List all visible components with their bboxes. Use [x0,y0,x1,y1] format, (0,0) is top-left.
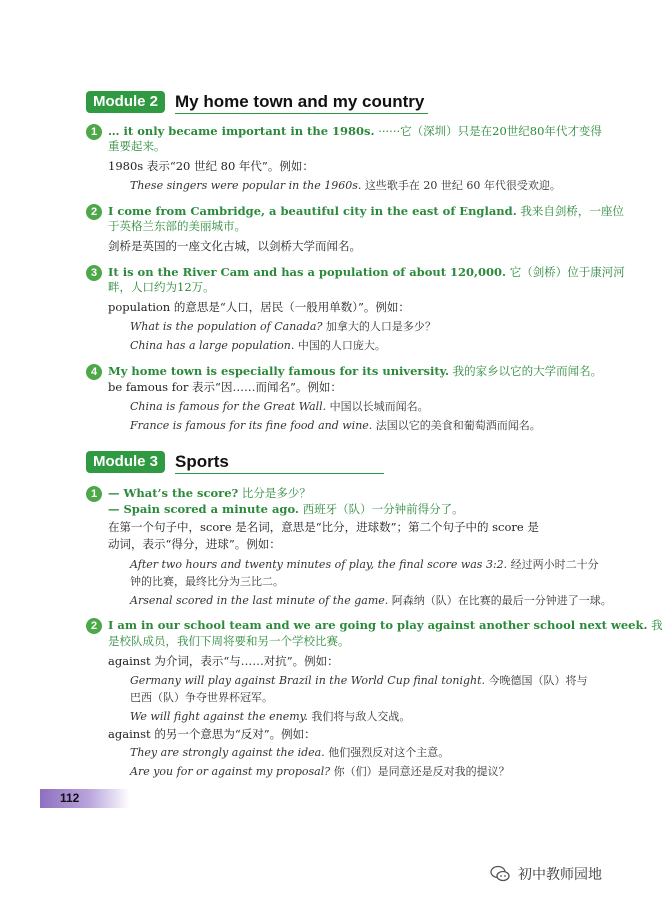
m3-item1-answer [108,502,464,517]
m3-item2-sentence [108,618,663,633]
example-en: China has a large population. [130,339,295,352]
chinese-text: 我来自剑桥，一座位 [516,204,624,218]
m2-item2-sentence-cont: 于英格兰东部的美丽城市。 [108,219,246,233]
module-3-title: Sports [175,451,384,474]
m3-item2-note1: against 为介词，表示“与……对抗”。例如： [108,654,339,668]
m3-item1-example1-cont: 钟的比赛，最终比分为三比二。 [130,575,284,588]
item-number: 1 [86,124,102,140]
m3-item2-note2: against 的另一个意思为“反对”。例如： [108,727,316,741]
page-number: 112 [60,791,80,805]
example-en: What is the population of Canada? [130,320,323,333]
english-text: I am in our school team and we are going to play against another school next week. [108,618,648,632]
item-number: 4 [86,364,102,380]
m3-item2-sentence-cont: 是校队成员，我们下周将要和另一个学校比赛。 [108,634,350,648]
module-3-badge: Module 3 [86,451,165,473]
example-cn: 中国的人口庞大。 [294,339,386,352]
watermark [490,864,602,884]
m2-item4-example1 [130,399,429,414]
m3-item1-example1 [130,557,599,572]
m2-item2-sentence [108,204,624,219]
example-en: China is famous for the Great Wall. [130,400,327,413]
m3-item1-example2 [130,593,612,608]
module-2-heading [86,89,428,115]
example-cn: 我们将与敌人交战。 [307,710,411,723]
example-cn: 中国以长城而闻名。 [326,400,429,413]
example-en: Germany will play against Brazil in the World Cup final tonight. [130,674,486,687]
example-en: After two hours and twenty minutes of play, the final score was 3:2. [130,558,508,571]
m2-item1-sentence-cont: 重要起来。 [108,139,166,153]
m2-item3-note: population 的意思是“人口，居民（一般用单数）”。例如： [108,300,410,314]
m2-item3-sentence [108,265,625,280]
m2-item1-sentence [108,124,602,139]
english-text: My home town is especially famous for its university. [108,364,450,378]
example-cn: 阿森纳（队）在比赛的最后一分钟进了一球。 [388,594,612,607]
m2-item3-sentence-cont: 畔，人口约为12万。 [108,280,215,294]
m2-item4-sentence [108,364,602,379]
example-cn: 他们强烈反对这个主意。 [324,746,450,759]
example-cn: 今晚德国（队）将与 [485,674,588,687]
chinese-text: 我 [647,618,663,632]
watermark-text: 初中教师园地 [518,867,602,883]
example-cn: 你（们）是同意还是反对我的提议？ [330,765,510,778]
m3-item1-question [108,486,311,501]
example-cn: 经过两小时二十分 [507,558,599,571]
module-3-heading [86,449,384,475]
example-en: We will fight against the enemy. [130,710,308,723]
example-en: These singers were popular in the 1960s. [130,179,362,192]
m2-item4-example2 [130,418,541,433]
module-2-badge: Module 2 [86,91,165,113]
chinese-text: 西班牙（队）一分钟前得分了。 [298,502,464,516]
chinese-text: 它（剑桥）位于康河河 [506,265,625,279]
m2-item3-example1 [130,319,436,334]
english-text: — Spain scored a minute ago. [108,502,299,516]
example-cn: 加拿大的人口是多少？ [322,320,436,333]
item-number: 1 [86,486,102,502]
m3-item1-note-line1: 在第一个句子中，score 是名词，意思是“比分，进球数”；第二个句子中的 score 是 [108,520,539,534]
m3-item2-example1-cont: 巴西（队）争夺世界杯冠军。 [130,691,273,704]
example-en: Arsenal scored in the last minute of the game. [130,594,389,607]
module-2-title: My home town and my country [175,91,428,114]
example-en: Are you for or against my proposal? [130,765,331,778]
m3-item1-note-line2: 动词，表示“得分，进球”。例如： [108,537,281,551]
chinese-text: 比分是多少？ [238,486,311,500]
english-text: … it only became important in the 1980s. [108,124,375,138]
example-cn: 这些歌手在 20 世纪 60 年代很受欢迎。 [361,179,561,192]
m3-item2-example1 [130,673,588,688]
item-number: 2 [86,204,102,220]
m2-item2-note: 剑桥是英国的一座文化古城，以剑桥大学而闻名。 [108,239,361,253]
english-text: I come from Cambridge, a beautiful city in the east of England. [108,204,517,218]
chat-bubbles-icon [490,865,510,883]
m2-item4-note: be famous for 表示“因……而闻名”。例如： [108,380,342,394]
chinese-text: ······它（深圳）只是在20世纪80年代才变得 [374,124,602,138]
english-text: — What’s the score? [108,486,239,500]
example-en: They are strongly against the idea. [130,746,325,759]
english-text: It is on the River Cam and has a population of about 120,000. [108,265,507,279]
chinese-text: 我的家乡以它的大学而闻名。 [449,364,603,378]
m2-item1-note: 1980s 表示“20 世纪 80 年代”。例如： [108,159,314,173]
item-number: 2 [86,618,102,634]
m3-item2-example3 [130,745,449,760]
example-en: France is famous for its fine food and wine. [130,419,373,432]
m2-item3-example2 [130,338,386,353]
m2-item1-example [130,178,561,193]
example-cn: 法国以它的美食和葡萄酒而闻名。 [372,419,541,432]
item-number: 3 [86,265,102,281]
m3-item2-example4 [130,764,510,779]
page-number-bar [40,789,130,808]
m3-item2-example2 [130,709,410,724]
